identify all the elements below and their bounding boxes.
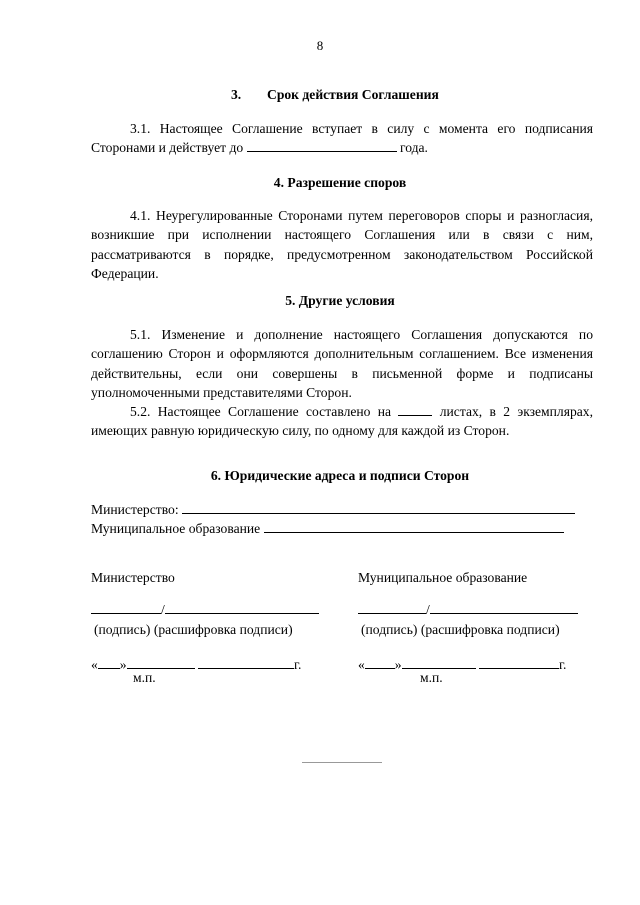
municipality-address-field[interactable] — [264, 519, 564, 533]
section-4-heading: 4. Разрешение споров — [273, 175, 407, 190]
footer-divider — [302, 762, 382, 763]
ministry-address-row — [91, 500, 575, 518]
section-5-paragraph-2 — [91, 402, 593, 441]
section-5-p1-text: 5.1. Изменение и дополнение настоящего Соглашения допускаются по соглашению Сторон и оформляются дополнительным соглашением. Все изменения действительны, если они совершены в письменной форме и подписаны уполномоченными представителями Сторон. — [91, 327, 593, 400]
right-date-row: « » г. — [358, 657, 567, 672]
municipality-address-row — [91, 519, 564, 537]
right-day-field[interactable] — [365, 655, 395, 669]
municipality-address-label: Муниципальное образование — [91, 521, 261, 536]
section-4-p1-text: 4.1. Неурегулированные Сторонами путем переговоров споры и разногласия, возникшие при исполнении настоящего Соглашения или в связи с ним, рассматриваются в порядке, предусмотренном законодательством Российской Федерации. — [91, 208, 593, 281]
right-stamp-label: м.п. — [420, 670, 443, 685]
left-stamp-label: м.п. — [133, 670, 156, 685]
left-signature-field[interactable] — [91, 600, 161, 614]
section-3-number: 3. — [231, 87, 242, 102]
section-5-p2-end: листах, в 2 экземплярах, имеющих равную юридическую силу, по одному для каждой из Сторон. — [91, 404, 593, 439]
right-signature-row: / — [358, 600, 578, 618]
ministry-address-field[interactable] — [182, 500, 575, 514]
section-4-paragraph-1 — [91, 206, 593, 283]
right-year-field[interactable] — [479, 655, 559, 669]
section-3-heading — [231, 87, 531, 103]
section-5-heading: 5. Другие условия — [285, 293, 395, 308]
right-signature-caption: (подпись) (расшифровка подписи) — [361, 622, 560, 637]
left-signature-caption: (подпись) (расшифровка подписи) — [94, 622, 293, 637]
section-3-p1-text: 3.1. Настоящее Соглашение вступает в силу с момента его подписания Сторонами и действует до — [91, 121, 593, 156]
ministry-address-label: Министерство: — [91, 502, 179, 517]
left-year-field[interactable] — [198, 655, 294, 669]
section-6-heading: 6. Юридические адреса и подписи Сторон — [210, 468, 470, 483]
left-party-name: Министерство — [91, 570, 175, 585]
left-signature-decoding-field[interactable] — [165, 600, 319, 614]
left-date-row: « » г. — [91, 657, 302, 672]
right-signature-field[interactable] — [358, 600, 426, 614]
left-month-field[interactable] — [127, 655, 195, 669]
section-5-paragraph-1 — [91, 325, 593, 402]
right-signature-decoding-field[interactable] — [430, 600, 578, 614]
right-month-field[interactable] — [402, 655, 476, 669]
right-party-name: Муниципальное образование — [358, 570, 528, 585]
section-5-p2-text: 5.2. Настоящее Соглашение составлено на — [130, 404, 392, 419]
section-3-paragraph-1 — [91, 119, 593, 158]
sheets-count-blank[interactable] — [398, 402, 432, 416]
section-3-title: Срок действия Соглашения — [267, 87, 439, 102]
left-day-field[interactable] — [98, 655, 120, 669]
page-number: 8 — [316, 38, 324, 53]
section-3-p1-end: года. — [399, 140, 428, 156]
date-blank-field[interactable] — [247, 138, 397, 152]
left-signature-row: / — [91, 600, 319, 618]
